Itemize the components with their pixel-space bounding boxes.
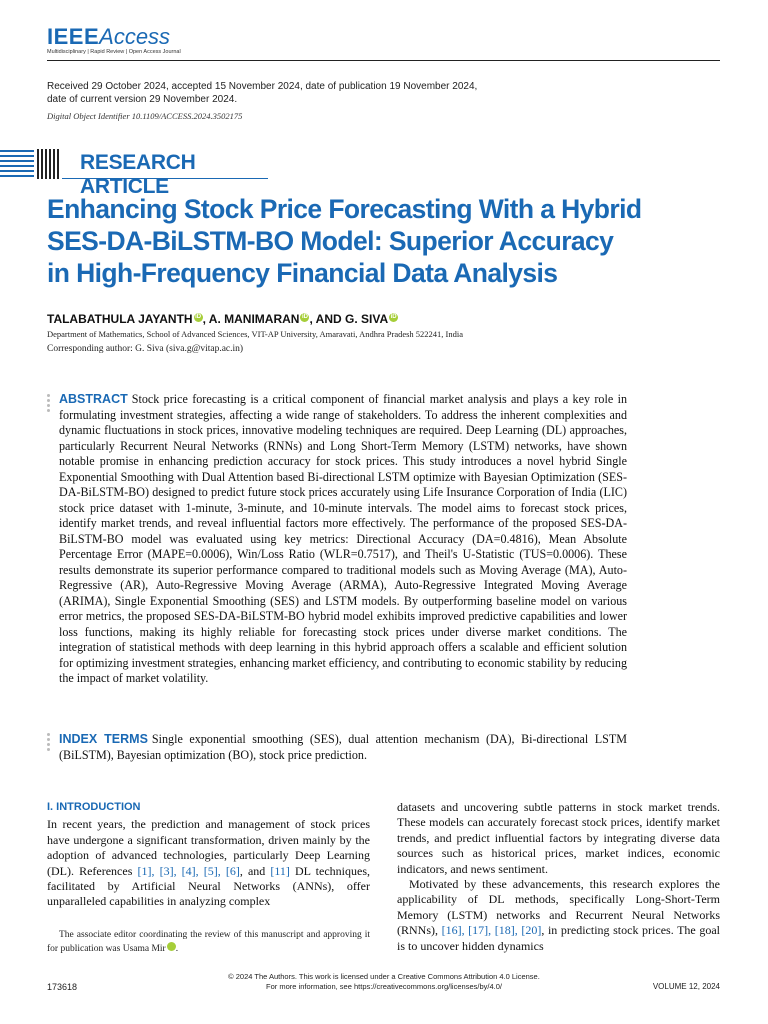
author-3: , AND G. SIVA [309, 312, 389, 326]
volume-info: VOLUME 12, 2024 [652, 982, 720, 991]
title-line-1: Enhancing Stock Price Forecasting With a Hybrid [47, 194, 642, 224]
corresponding-author: Corresponding author: G. Siva (siva.g@vitap.ac.in) [47, 344, 244, 354]
affiliation: Department of Mathematics, School of Advanced Sciences, VIT-AP University, Amaravati, Andhra Pradesh 522241, India [47, 329, 464, 339]
author-list [47, 312, 398, 326]
index-terms-heading: INDEX TERMS [59, 732, 148, 746]
orcid-icon[interactable]: iD [167, 942, 176, 951]
footnote-text: The associate editor coordinating the review of this manuscript and approving it for publication was Usama Mir [47, 930, 370, 955]
logo-ieee: IEEE [47, 24, 100, 49]
article-type: RESEARCH ARTICLE [80, 151, 196, 198]
intro-paragraph [47, 817, 370, 909]
dates-line-1: Received 29 October 2024, accepted 15 November 2024, date of publication 19 November 2024, [47, 81, 478, 92]
text-span: , and [239, 863, 271, 878]
abstract-heading: ABSTRACT [59, 392, 128, 406]
orcid-icon[interactable]: iD [195, 314, 202, 320]
dates-line-2: date of current version 29 November 2024. [47, 94, 238, 105]
journal-logo [47, 24, 181, 55]
page-number: 173618 [47, 982, 78, 992]
license-line-2[interactable]: For more information, see https://creativecommons.org/licenses/by/4.0/ [266, 982, 502, 991]
orcid-icon[interactable]: iD [301, 314, 308, 320]
dots-icon [47, 733, 51, 753]
intro-paragraph-2 [397, 877, 720, 954]
left-column [47, 800, 370, 910]
text-span: DL techniques, facilitated by Artificial Neural Networks (ANNs), offer unparalleled capabilities in analyzing complex [47, 863, 370, 909]
author-1: TALABATHULA JAYANTH [47, 312, 193, 326]
header-divider [47, 60, 720, 61]
abstract-text: Stock price forecasting is a critical component of financial market analysis and plays a key role in formulating investment strategies, affecting a wide range of stakeholders. To address the inherent complexities and dynamic fluctuations in stock prices, innovative modeling techniques are required. Deep Learning (DL) approaches, particularly Recurrent Neural Networks (RNNs) and Long Short-Term Memory (LSTM) networks, have shown notable promise in enhancing prediction accuracy for stock prices. This study introduces a novel hybrid Single Exponential Smoothing with Dual Attention based Bi-directional LSTM optimize with Bayesian Optimization (SES-DA-BiLSTM-BO) designed to predict future stock prices accurately using Life Insurance Corporation of India (LIC) stock price dataset with 1-minute, 3-minute, and 10-minute intervals. The model aims to forecast stock prices, identify market trends, and reveal influential factors more effectively. The performance of the proposed SES-DA-BiLSTM-BO model was evaluated using key metrics: Directional Accuracy (DA=0.4816), Mean Absolute Percentage Error (MAPE=0.0006), Win/Loss Ratio (WLR=0.7517), and Theil's U-Statistic (TUS=0.0006). These results demonstrate its superior performance compared to traditional models such as Moving Average (MA), Auto-Regressive (AR), Auto-Regressive Moving Average (ARMA), Auto-Regressive Integrated Moving Average (ARIMA), Single Exponential Smoothing (SES) and LSTM models. By outperforming baseline model on various error metrics, the proposed SES-DA-BiLSTM-BO hybrid model exhibits improved predictive capabilities and lower loss functions, making its highly reliable for forecasting stock prices under diverse market conditions. The integration of statistical methods with deep learning in this hybrid approach offers a scalable and efficient solution for optimizing investment strategies, enhancing market efficiency, and contributing to economic stability by reducing the impact of market volatility. [59, 392, 627, 685]
text-span: Motivated by these advancements, this research explores the applicability of DL methods, specifically Long-Short-Term Memory (LSTM) networks and Recurrent Neural Networks (RNNs), [397, 877, 720, 938]
abstract [59, 392, 627, 687]
orcid-icon[interactable]: iD [390, 314, 397, 320]
author-2: , A. MANIMARAN [202, 312, 300, 326]
banner-underline [62, 178, 268, 179]
publication-dates [47, 80, 687, 106]
stripes-icon [0, 147, 60, 181]
paper-title [47, 193, 687, 289]
title-line-2: SES-DA-BiLSTM-BO Model: Superior Accuracy [47, 226, 614, 256]
logo-tagline: Multidisciplinary | Rapid Review | Open Access Journal [47, 49, 181, 55]
doi: Digital Object Identifier 10.1109/ACCESS.2024.3502175 [47, 111, 243, 121]
article-type-banner [0, 147, 270, 198]
section-heading: I. INTRODUCTION [47, 801, 141, 813]
citation-link[interactable]: [16], [17], [18], [20] [441, 923, 542, 938]
dots-icon [47, 394, 51, 414]
title-line-3: in High-Frequency Financial Data Analysis [47, 258, 558, 288]
index-terms [59, 732, 627, 763]
logo-access: Access [99, 24, 171, 49]
index-terms-text: Single exponential smoothing (SES), dual attention mechanism (DA), Bi-directional LSTM (BiLSTM), Bayesian optimization (BO), stock price prediction. [59, 732, 627, 762]
editor-footnote: The associate editor coordinating the review of this manuscript and approving it for publication was Usama Mir iD. [47, 930, 370, 955]
intro-paragraph-cont: datasets and uncovering subtle patterns in stock market trends. These models can accurately forecast stock prices, identify market trends, and predict influential factors by integrating diverse data sources such as historical prices, market indices, economic indicators, and news sentiment. [397, 800, 720, 876]
text-span: , in predicting stock prices. The goal is to uncover hidden dynamics [397, 923, 720, 953]
right-column [397, 800, 720, 954]
text-span: In recent years, the prediction and management of stock prices have undergone a significant transformation, driven mainly by the adoption of advanced technologies, particularly Deep Learning (DL). References [47, 817, 370, 878]
license-line-1: © 2024 The Authors. This work is licensed under a Creative Commons Attribution 4.0 License. [228, 972, 540, 981]
citation-link[interactable]: [11] [270, 863, 290, 878]
citation-link[interactable]: [1], [3], [4], [5], [6] [137, 863, 240, 878]
